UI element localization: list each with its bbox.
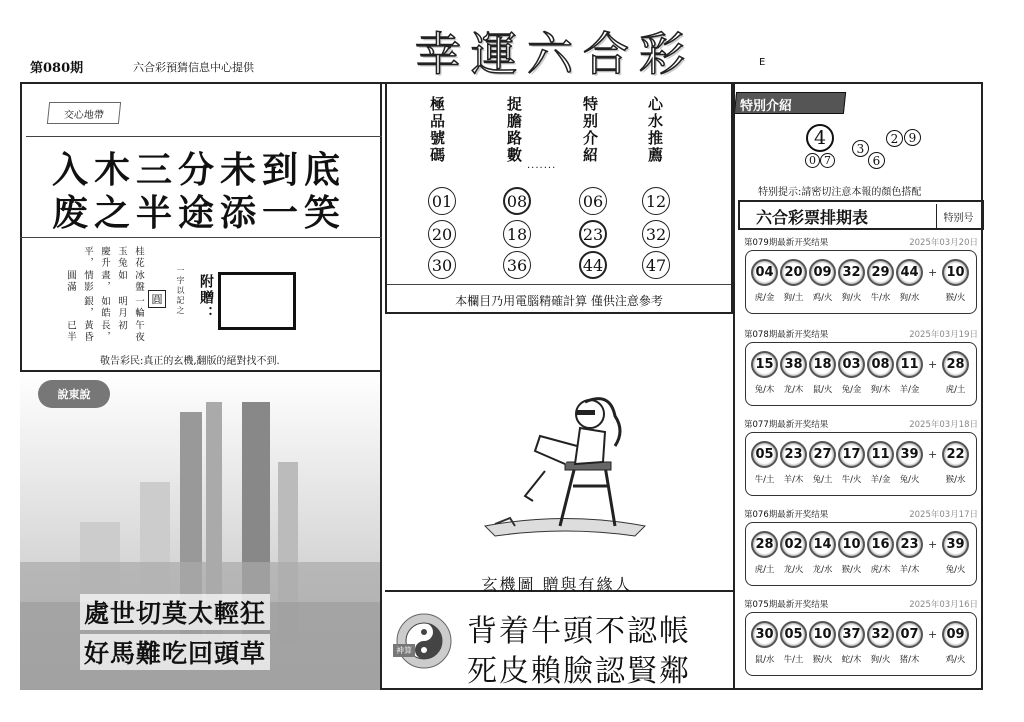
result-zodiac: 牛/水 [870,293,891,303]
result-zodiac: 牛/土 [754,475,775,485]
special-tag: 特別介紹 [740,99,793,114]
recommend-ball: 36 [503,251,531,279]
result-date: 2025年03月18日 [909,420,978,430]
result-date: 2025年03月20日 [909,238,978,248]
mystery-panel [385,316,733,592]
result-special-zodiac: 猴/火 [945,293,966,303]
result-special-ball: 28 [942,351,969,378]
result-zodiac: 龙/水 [812,565,833,575]
result-zodiac: 兔/金 [841,385,862,395]
yin-yang-icon [395,612,453,670]
plus-icon: + [928,538,938,551]
result-ball: 14 [809,531,836,558]
result-card [745,612,977,676]
result-zodiac: 龙/木 [783,385,804,395]
result-ball: 27 [809,441,836,468]
result-zodiac: 狗/木 [870,385,891,395]
plus-icon: + [928,448,938,461]
result-special-zodiac: 兔/火 [945,565,966,575]
result-ball: 23 [780,441,807,468]
plus-icon: + [928,628,938,641]
result-zodiac: 猴/火 [812,655,833,665]
result-ball: 05 [751,441,778,468]
result-header [744,236,978,248]
result-ball: 04 [751,259,778,286]
special-hint: 特别提示:請密切注意本報的顏色搭配 [758,187,922,198]
result-zodiac: 狗/水 [899,293,920,303]
result-special-ball: 09 [942,621,969,648]
result-ball: 32 [867,621,894,648]
poem-block [62,246,147,346]
result-period: 第075期最新开奖结果 [744,600,829,610]
recommend-ball: 44 [579,251,607,279]
bottom-line-1: 背着牛頭不認帳 [467,614,691,649]
recommend-footer: 本欄目乃用電腦精確計算 僅供注意參考 [455,294,663,308]
result-header [744,598,978,610]
divider [733,82,735,690]
result-zodiac: 蛇/木 [841,655,862,665]
plus-icon: + [928,358,938,371]
result-header [744,328,978,340]
special-number: 9 [904,129,921,146]
result-special-zodiac: 鸡/火 [945,655,966,665]
result-date: 2025年03月16日 [909,600,978,610]
result-period: 第079期最新开奖结果 [744,238,829,248]
poem-col: 冰盤如晝，情影圓滿 [65,269,144,293]
result-ball: 18 [809,351,836,378]
poem-col: 桂花玉兔慶升平， [82,246,144,269]
bottom-line-2: 死皮賴臉認賢鄰 [467,654,691,689]
result-date: 2025年03月19日 [909,330,978,340]
result-header [744,418,978,430]
issue-number: 第080期 [30,61,84,76]
result-card [745,342,977,406]
result-ball: 30 [751,621,778,648]
result-ball: 32 [838,259,865,286]
divider [20,237,382,238]
recommend-ball: 30 [428,251,456,279]
main-title: 幸運六合彩 [415,27,695,81]
divider [26,136,382,137]
heart-line-2: 废之半途添一笑 [52,192,347,234]
result-ball: 17 [838,441,865,468]
special-number: 7 [820,153,835,168]
special-number: 3 [852,140,869,157]
talk-line-2: 好馬難吃回頭草 [80,634,270,670]
heart-line-1: 入木三分未到底 [52,149,347,191]
seal-text: 神算 [393,644,415,657]
result-special-ball: 22 [942,441,969,468]
result-header [744,508,978,520]
result-zodiac: 羊/金 [899,385,920,395]
result-zodiac: 羊/金 [870,475,891,485]
schedule-side: 特别号 [936,204,980,228]
result-ball: 23 [896,531,923,558]
result-ball: 11 [896,351,923,378]
result-zodiac: 狗/火 [841,293,862,303]
result-ball: 29 [867,259,894,286]
recommend-panel [385,82,733,314]
gift-box [218,272,296,330]
result-zodiac: 兔/木 [754,385,775,395]
result-ball: 15 [751,351,778,378]
result-zodiac: 羊/木 [899,565,920,575]
recommend-ball: 08 [503,187,531,215]
result-ball: 11 [867,441,894,468]
column-title: 心水推薦 [646,96,664,164]
result-special-ball: 39 [942,531,969,558]
result-zodiac: 兔/火 [899,475,920,485]
result-ball: 37 [838,621,865,648]
special-number: 0 [805,153,820,168]
recommend-ball: 20 [428,220,456,248]
column-title: 特别介紹 [581,96,599,164]
result-ball: 07 [896,621,923,648]
result-ball: 39 [896,441,923,468]
result-period: 第077期最新开奖结果 [744,420,829,430]
result-zodiac: 猪/木 [899,655,920,665]
result-zodiac: 猴/火 [841,565,862,575]
corner-mark: E [759,57,766,68]
result-zodiac: 虎/木 [870,565,891,575]
talk-panel [20,372,382,690]
result-ball: 09 [809,259,836,286]
result-ball: 28 [751,531,778,558]
result-special-zodiac: 猴/水 [945,475,966,485]
result-date: 2025年03月17日 [909,510,978,520]
column-title: 捉膽路數 [505,96,523,164]
talk-tag: 說東說 [38,380,110,408]
result-ball: 16 [867,531,894,558]
gift-side: 一字以記之 [176,266,185,316]
gift-label: 附贈： [198,274,214,322]
result-zodiac: 牛/火 [841,475,862,485]
result-special-ball: 10 [942,259,969,286]
result-ball: 20 [780,259,807,286]
result-period: 第078期最新开奖结果 [744,330,829,340]
provider-text: 六合彩預猜信息中心提供 [133,61,254,74]
recommend-ball: 18 [503,220,531,248]
schedule-header [738,200,984,230]
result-card [745,432,977,496]
result-special-zodiac: 虎/土 [945,385,966,395]
result-ball: 08 [867,351,894,378]
result-zodiac: 狗/土 [783,293,804,303]
heart-tag: 交心地帶 [47,102,121,124]
poem-col: 午夜初長，黃昏已半 [65,319,144,343]
result-ball: 10 [809,621,836,648]
mystery-caption: 玄機圖 贈與有緣人 [481,575,633,594]
result-ball: 02 [780,531,807,558]
special-number: 6 [868,152,885,169]
result-zodiac: 兔/土 [812,475,833,485]
result-card [745,250,977,314]
yuan-char: 圓 [148,290,166,308]
column-title: 極品號碼 [428,96,446,164]
special-number: 2 [886,130,903,147]
result-zodiac: 狗/火 [870,655,891,665]
special-number: 4 [806,124,834,152]
recommend-ball: 06 [579,187,607,215]
recommend-ball: 32 [642,220,670,248]
result-zodiac: 虎/金 [754,293,775,303]
bottom-poem-panel [385,594,733,690]
result-ball: 44 [896,259,923,286]
result-ball: 10 [838,531,865,558]
result-zodiac: 鼠/火 [812,385,833,395]
result-zodiac: 牛/土 [783,655,804,665]
recommend-ball: 23 [579,220,607,248]
result-period: 第076期最新开奖结果 [744,510,829,520]
recommend-ball: 01 [428,187,456,215]
result-zodiac: 鼠/水 [754,655,775,665]
schedule-title: 六合彩票排期表 [756,208,869,227]
divider [387,284,731,285]
recommend-ball: 12 [642,187,670,215]
result-zodiac: 鸡/火 [812,293,833,303]
warning-text: 敬告彩民:真正的玄機,翻版的絕對找不到. [100,356,280,367]
result-zodiac: 羊/木 [783,475,804,485]
dots: ....... [527,160,557,171]
plus-icon: + [928,266,938,279]
result-zodiac: 龙/火 [783,565,804,575]
result-ball: 03 [838,351,865,378]
poem-col: 一輪明月如皓銀， [82,296,144,319]
result-ball: 38 [780,351,807,378]
recommend-ball: 47 [642,251,670,279]
lifeguard-girl-illustration [465,376,675,546]
result-card [745,522,977,586]
recommend-grid [387,84,731,284]
heart-panel [20,82,382,372]
result-ball: 05 [780,621,807,648]
talk-line-1: 處世切莫太輕狂 [80,594,270,630]
result-zodiac: 虎/土 [754,565,775,575]
